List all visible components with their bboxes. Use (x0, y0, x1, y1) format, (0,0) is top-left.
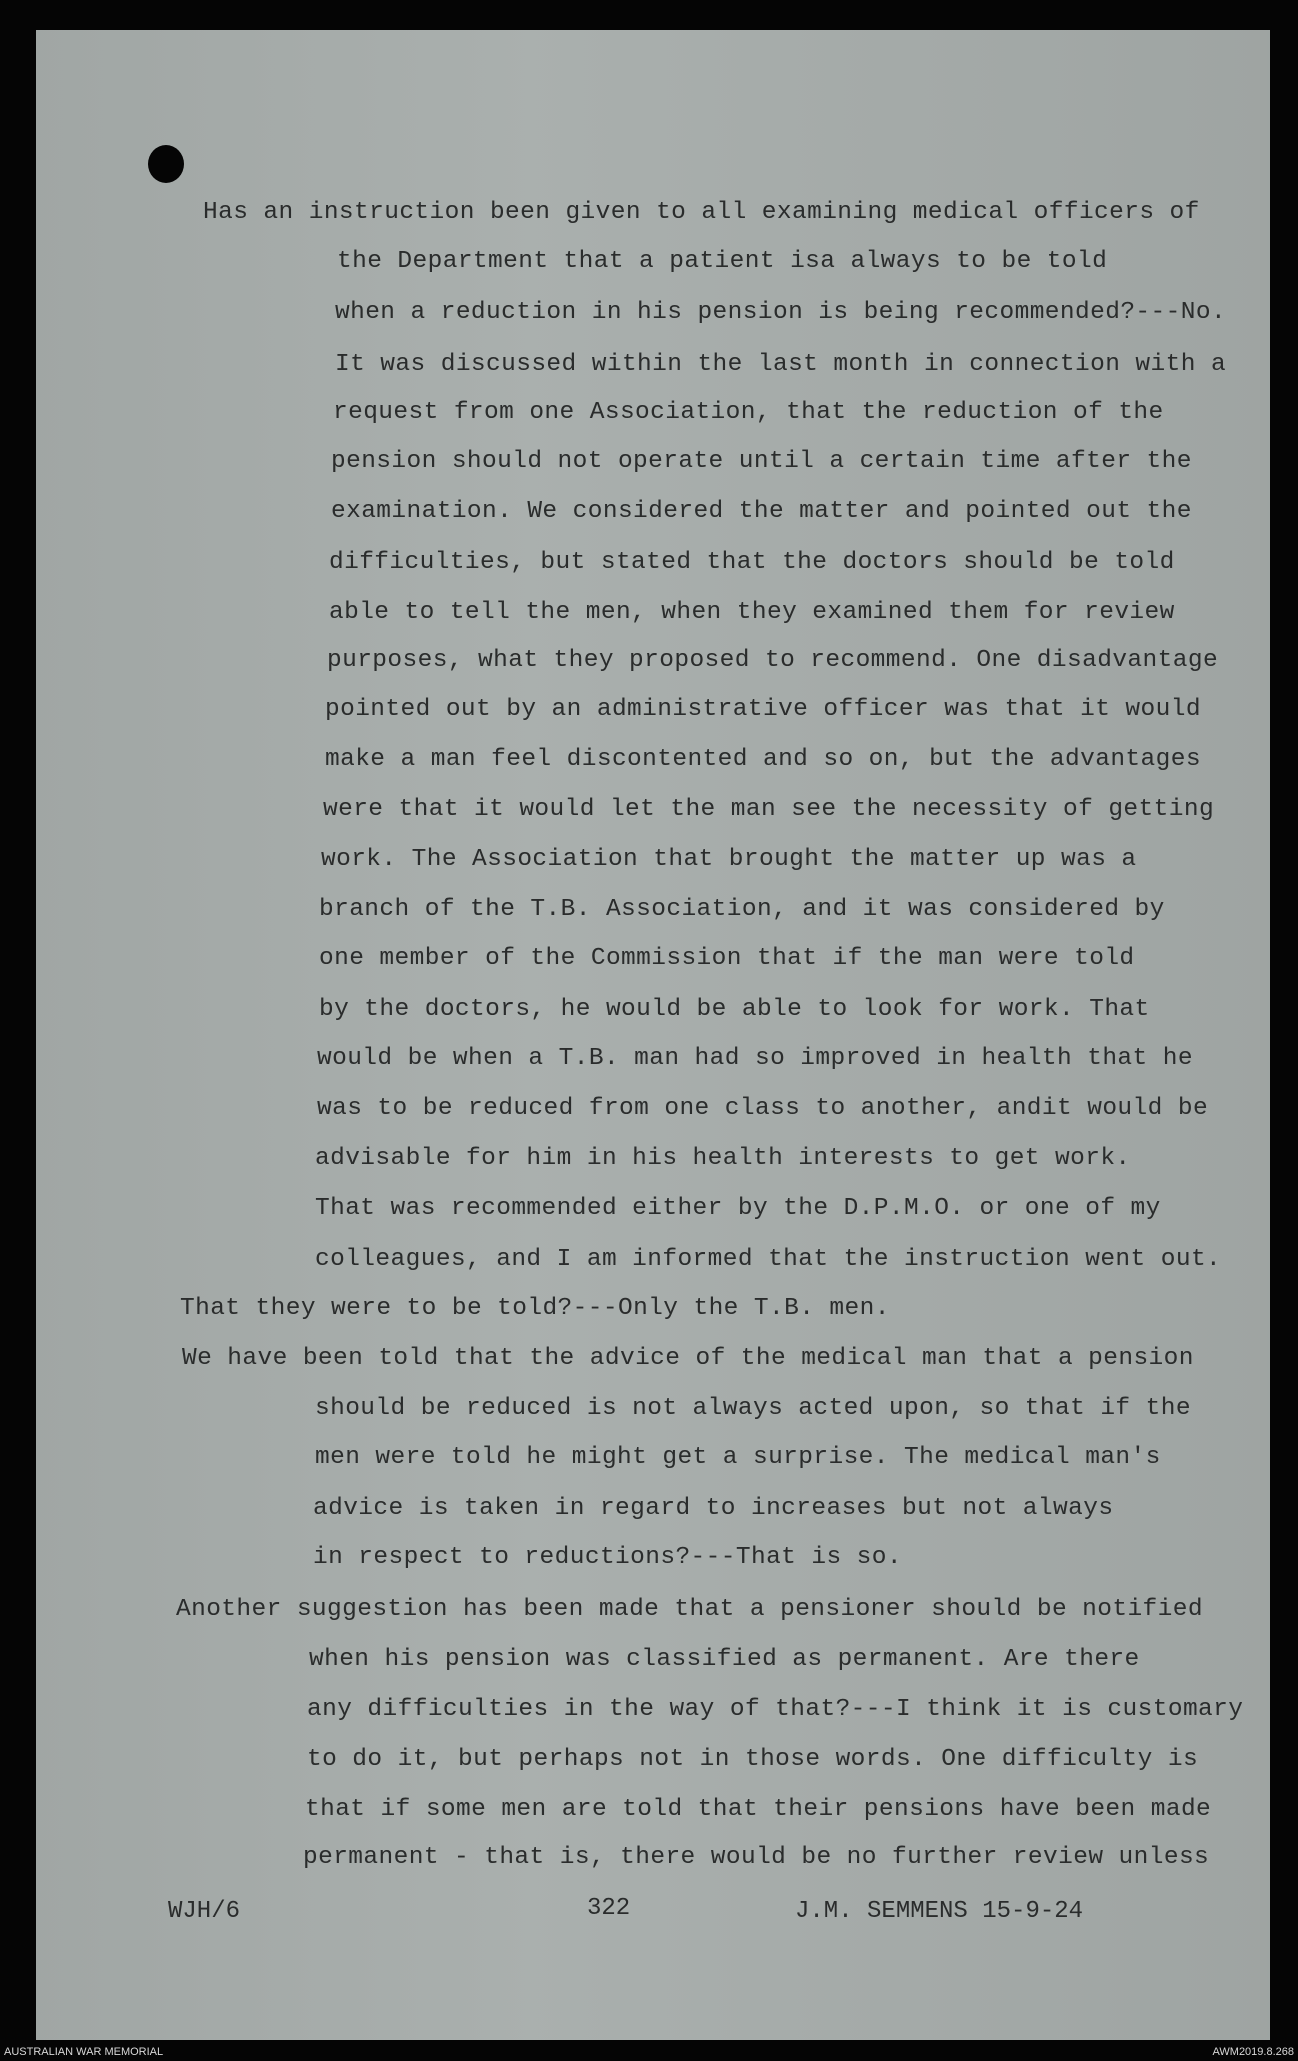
text-line: Another suggestion has been made that a pensioner should be notified (176, 1596, 1203, 1623)
text-line: that if some men are told that their pensions have been made (305, 1796, 1212, 1823)
text-line: when his pension was classified as permanent. Are there (309, 1646, 1140, 1673)
text-line: purposes, what they proposed to recommend. One disadvantage (327, 647, 1219, 674)
document-page (36, 30, 1270, 2040)
text-line: That they were to be told?---Only the T.B. men. (180, 1295, 890, 1322)
text-line: was to be reduced from one class to another, andit would be (317, 1095, 1209, 1122)
text-line: advice is taken in regard to increases but not always (313, 1495, 1114, 1522)
text-line: work. The Association that brought the matter up was a (321, 846, 1137, 873)
text-line: difficulties, but stated that the doctors should be told (329, 549, 1175, 576)
footer-signature: J.M. SEMMENS 15-9-24 (795, 1898, 1084, 1925)
text-line: were that it would let the man see the necessity of getting (323, 796, 1215, 823)
text-line: when a reduction in his pension is being recommended?---No. (335, 299, 1227, 326)
text-line: one member of the Commission that if the man were told (319, 945, 1135, 972)
text-line: advisable for him in his health interests to get work. (315, 1145, 1131, 1172)
text-line: It was discussed within the last month in connection with a (335, 351, 1227, 378)
text-line: would be when a T.B. man had so improved in health that he (317, 1045, 1193, 1072)
text-line: colleagues, and I am informed that the instruction went out. (315, 1246, 1222, 1273)
text-line: We have been told that the advice of the medical man that a pension (182, 1345, 1194, 1372)
text-line: men were told he might get a surprise. The medical man's (315, 1444, 1161, 1471)
text-line: examination. We considered the matter and pointed out the (331, 498, 1192, 525)
text-line: able to tell the men, when they examined them for review (329, 599, 1175, 626)
text-line: permanent - that is, there would be no further review unless (303, 1844, 1210, 1871)
text-line: pension should not operate until a certain time after the (331, 448, 1192, 475)
text-line: the Department that a patient isa always to be told (337, 248, 1108, 275)
text-line: Has an instruction been given to all examining medical officers of (203, 199, 1200, 226)
page-number: 322 (587, 1895, 631, 1922)
text-line: request from one Association, that the reduction of the (333, 399, 1164, 426)
archive-id: AWM2019.8.268 (1212, 2046, 1294, 2058)
text-line: by the doctors, he would be able to look for work. That (319, 996, 1150, 1023)
text-line: branch of the T.B. Association, and it was considered by (319, 896, 1165, 923)
archive-strip (0, 2040, 1298, 2061)
text-line: to do it, but perhaps not in those words. One difficulty is (307, 1746, 1199, 1773)
text-line: pointed out by an administrative officer was that it would (325, 696, 1201, 723)
text-line: should be reduced is not always acted upon, so that if the (315, 1395, 1191, 1422)
footer-reference: WJH/6 (168, 1898, 241, 1925)
text-line: make a man feel discontented and so on, but the advantages (325, 746, 1201, 773)
punch-hole (148, 145, 184, 183)
archive-label: AUSTRALIAN WAR MEMORIAL (4, 2046, 164, 2058)
text-line: in respect to reductions?---That is so. (313, 1544, 902, 1571)
text-line: That was recommended either by the D.P.M.O. or one of my (315, 1195, 1161, 1222)
text-line: any difficulties in the way of that?---I think it is customary (307, 1696, 1244, 1723)
